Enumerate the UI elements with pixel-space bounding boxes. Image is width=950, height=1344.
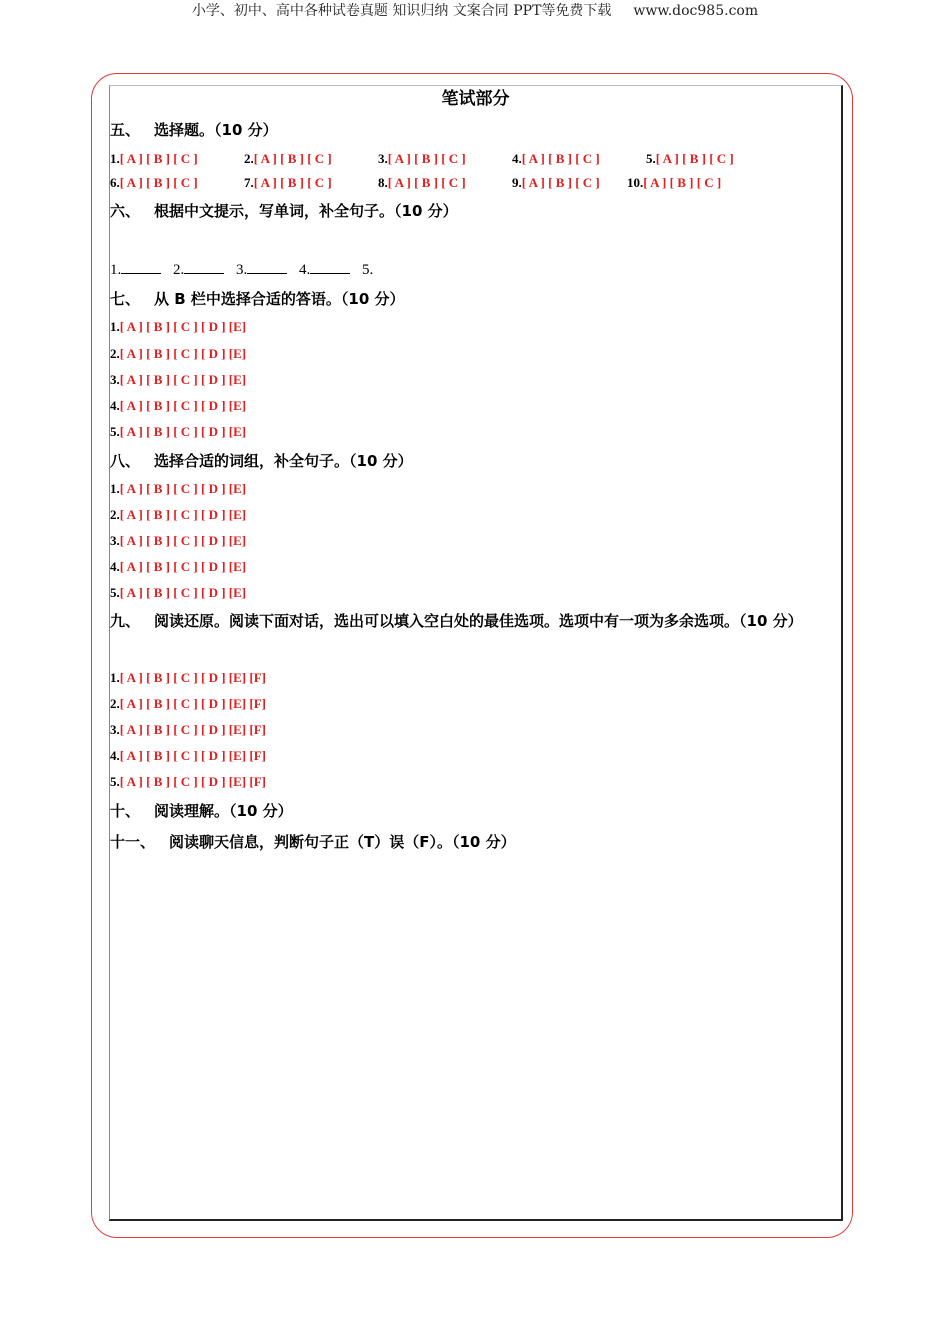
answer-option-row[interactable]: 6.[ A ] [ B ] [ C ] [110,175,198,190]
answer-option-row[interactable]: 9.[ A ] [ B ] [ C ] [512,175,600,190]
answer-blank[interactable] [310,259,350,274]
answer-option-row[interactable]: 5.[ A ] [ B ] [ C ] [ D ] [E] [110,424,247,439]
answer-option-row[interactable]: 3.[ A ] [ B ] [ C ] [378,151,466,166]
header-text: 小学、初中、高中各种试卷真题 知识归纳 文案合同 PPT等免费下载 [191,3,612,19]
answer-option-row[interactable]: 5.[ A ] [ B ] [ C ] [646,151,734,166]
answer-option-row[interactable]: 8.[ A ] [ B ] [ C ] [378,175,466,190]
answer-option-row[interactable]: 10.[ A ] [ B ] [ C ] [627,175,722,190]
answer-option-row[interactable]: 1.[ A ] [ B ] [ C ] [110,151,198,166]
section-11-heading: 十一、 阅读聊天信息，判断句子正（T）误（F）。（10 分） [110,833,516,851]
answer-option-row[interactable]: 3.[ A ] [ B ] [ C ] [ D ] [E] [F] [110,722,266,737]
section-6-blanks: 1. 2. 3. 4. 5. [110,259,373,280]
answer-option-row[interactable]: 5.[ A ] [ B ] [ C ] [ D ] [E] [110,585,247,600]
answer-option-row[interactable]: 1.[ A ] [ B ] [ C ] [ D ] [E] [110,481,247,496]
answer-option-row[interactable]: 4.[ A ] [ B ] [ C ] [ D ] [E] [F] [110,748,266,763]
sheet-title: 笔试部分 [441,89,510,109]
answer-blank[interactable] [247,259,287,274]
answer-option-row[interactable]: 5.[ A ] [ B ] [ C ] [ D ] [E] [F] [110,774,266,789]
section-5-heading: 五、 选择题。（10 分） [110,121,278,139]
section-7-heading: 七、 从 B 栏中选择合适的答语。（10 分） [110,290,405,308]
section-9-heading: 九、 阅读还原。阅读下面对话，选出可以填入空白处的最佳选项。选项中有一项为多余选项。（10 分） [110,612,803,630]
answer-option-row[interactable]: 3.[ A ] [ B ] [ C ] [ D ] [E] [110,372,247,387]
answer-option-row[interactable]: 4.[ A ] [ B ] [ C ] [ D ] [E] [110,559,247,574]
answer-option-row[interactable]: 2.[ A ] [ B ] [ C ] [ D ] [E] [110,346,247,361]
answer-option-row[interactable]: 1.[ A ] [ B ] [ C ] [ D ] [E] [110,319,247,334]
answer-blank[interactable] [121,259,161,274]
answer-option-row[interactable]: 3.[ A ] [ B ] [ C ] [ D ] [E] [110,533,247,548]
page-header [0,0,950,22]
answer-sheet [109,85,843,1221]
answer-option-row[interactable]: 2.[ A ] [ B ] [ C ] [ D ] [E] [F] [110,696,266,711]
answer-option-row[interactable]: 2.[ A ] [ B ] [ C ] [ D ] [E] [110,507,247,522]
header-site[interactable]: www.doc985.com [633,3,759,19]
answer-option-row[interactable]: 4.[ A ] [ B ] [ C ] [ D ] [E] [110,398,247,413]
answer-option-row[interactable]: 1.[ A ] [ B ] [ C ] [ D ] [E] [F] [110,670,266,685]
answer-option-row[interactable]: 4.[ A ] [ B ] [ C ] [512,151,600,166]
answer-option-row[interactable]: 7.[ A ] [ B ] [ C ] [244,175,332,190]
section-10-heading: 十、 阅读理解。（10 分） [110,802,293,820]
answer-blank[interactable] [184,259,224,274]
section-6-heading: 六、 根据中文提示，写单词，补全句子。（10 分） [110,202,458,220]
answer-option-row[interactable]: 2.[ A ] [ B ] [ C ] [244,151,332,166]
section-8-heading: 八、 选择合适的词组，补全句子。（10 分） [110,452,413,470]
